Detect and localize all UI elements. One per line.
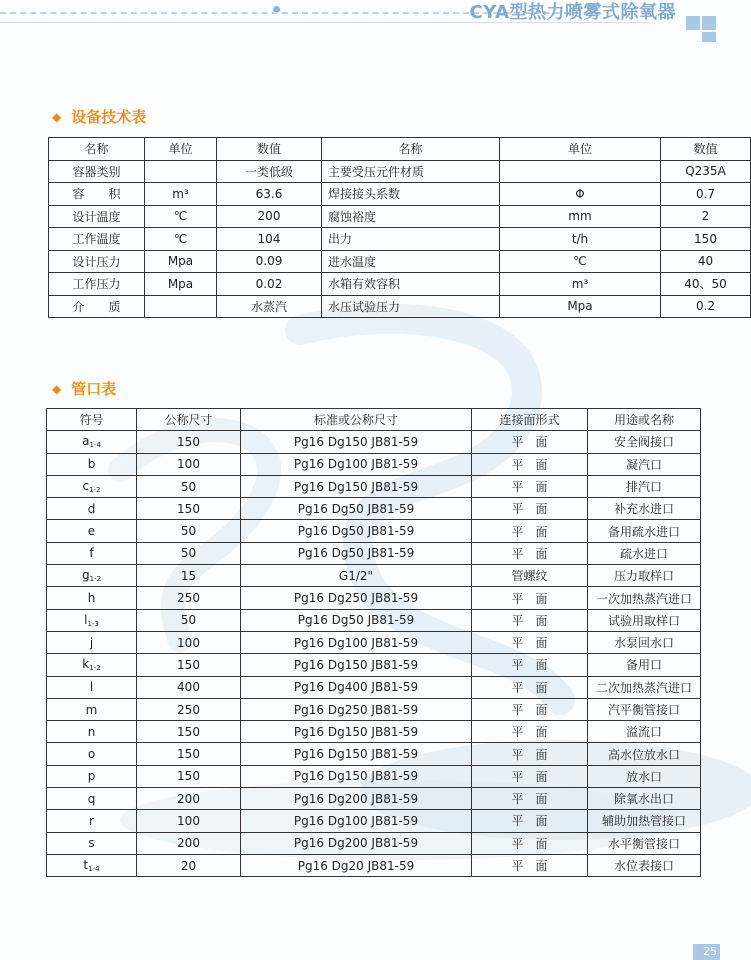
pipe-table-row	[47, 587, 701, 609]
pipe-symbol: h	[87, 591, 96, 606]
pipe-symbol: d	[87, 501, 96, 516]
document-title: CYA型热力喷雾式除氧器	[469, 2, 676, 23]
pipe-use-cell: 高水位放水口	[588, 743, 701, 765]
pipe-size-cell: 200	[137, 788, 241, 810]
pipe-symbol: n	[87, 724, 96, 739]
pipe-use-cell: 疏水进口	[588, 542, 701, 564]
pipe-table-row	[47, 810, 701, 832]
spec-table-row	[49, 250, 751, 273]
spec-table-cell: 150	[661, 228, 751, 251]
pipe-symbol-cell	[47, 721, 137, 743]
pipe-table-row	[47, 565, 701, 587]
pipe-std-cell: Pg16 Dg100 JB81-59	[241, 453, 472, 475]
pipe-size-cell: 100	[137, 810, 241, 832]
spec-table-cell: ℃	[145, 205, 217, 228]
pipe-section-title: 管口表	[71, 380, 117, 398]
pipe-use-cell: 二次加热蒸汽进口	[588, 676, 701, 698]
pipe-size-cell: 100	[137, 453, 241, 475]
pipe-face-cell: 平 面	[472, 743, 588, 765]
pipe-use-cell: 水位表接口	[588, 854, 701, 876]
spec-table-row	[49, 160, 751, 183]
pipe-use-cell: 水泵回水口	[588, 631, 701, 653]
pipe-table-row	[47, 698, 701, 720]
pipe-face-cell: 管螺纹	[472, 565, 588, 587]
pipe-std-cell: Pg16 Dg150 JB81-59	[241, 654, 472, 676]
pipe-symbol-cell	[47, 832, 137, 854]
pipe-std-cell: Pg16 Dg250 JB81-59	[241, 698, 472, 720]
spec-header-cell: 名称	[49, 138, 145, 161]
pipe-symbol-cell	[47, 498, 137, 520]
pipe-size-cell: 250	[137, 698, 241, 720]
spec-section-title: 设备技术表	[71, 108, 147, 126]
spec-table-row	[49, 205, 751, 228]
spec-table-cell	[145, 295, 217, 318]
pipe-symbol-cell	[47, 631, 137, 653]
pipe-symbol-subscript: 1-4	[89, 441, 101, 450]
spec-table-header-row	[49, 138, 751, 161]
pipe-table-row	[47, 609, 701, 631]
pipe-symbol-cell	[47, 565, 137, 587]
pipe-use-cell: 放水口	[588, 765, 701, 787]
pipe-face-cell: 平 面	[472, 431, 588, 453]
pipe-size-cell: 150	[137, 743, 241, 765]
pipe-symbol-cell	[47, 654, 137, 676]
pipe-size-cell: 150	[137, 498, 241, 520]
spec-table-cell: 200	[217, 205, 322, 228]
spec-table-cell: m³	[145, 183, 217, 206]
pipe-std-cell: Pg16 Dg400 JB81-59	[241, 676, 472, 698]
spec-table-cell: 腐蚀裕度	[322, 205, 500, 228]
pipe-symbol-cell	[47, 743, 137, 765]
pipe-symbol-cell	[47, 431, 137, 453]
pipe-symbol-cell	[47, 609, 137, 631]
pipe-face-cell: 平 面	[472, 631, 588, 653]
pipe-symbol-cell	[47, 475, 137, 497]
pipe-face-cell: 平 面	[472, 676, 588, 698]
pipe-table-row	[47, 765, 701, 787]
pipe-symbol-subscript: 1-2	[89, 664, 101, 673]
spec-header-cell: 名称	[322, 138, 500, 161]
pipe-use-cell: 水平衡管接口	[588, 832, 701, 854]
spec-table-cell	[500, 160, 661, 183]
pipe-table-row	[47, 475, 701, 497]
pipe-size-cell: 150	[137, 721, 241, 743]
diamond-bullet-icon: ◆	[52, 381, 62, 396]
pipe-symbol: p	[87, 769, 96, 784]
spec-table-cell: 工作温度	[49, 228, 145, 251]
pipe-use-cell: 备用疏水进口	[588, 520, 701, 542]
spec-table-cell: 0.7	[661, 183, 751, 206]
pipe-std-cell: Pg16 Dg100 JB81-59	[241, 810, 472, 832]
pipe-header-cell: 符号	[47, 409, 137, 431]
pipe-face-cell: 平 面	[472, 654, 588, 676]
pipe-symbol-cell	[47, 676, 137, 698]
pipe-table-row	[47, 832, 701, 854]
pipe-size-cell: 15	[137, 565, 241, 587]
pipe-header-cell: 公称尺寸	[137, 409, 241, 431]
pipe-symbol: l	[89, 680, 94, 695]
pipe-symbol-cell	[47, 765, 137, 787]
pipe-table-row	[47, 542, 701, 564]
pipe-face-cell: 平 面	[472, 788, 588, 810]
pipe-symbol-subscript: 1-4	[88, 865, 100, 874]
pipe-use-cell: 凝汽口	[588, 453, 701, 475]
pipe-size-cell: 100	[137, 631, 241, 653]
pipe-symbol: t	[83, 858, 89, 873]
pipe-header-cell: 用途或名称	[588, 409, 701, 431]
pipe-symbol-cell	[47, 788, 137, 810]
pipe-face-cell: 平 面	[472, 721, 588, 743]
spec-table-cell: 容器类别	[49, 160, 145, 183]
pipe-std-cell: Pg16 Dg100 JB81-59	[241, 631, 472, 653]
pipe-std-cell: Pg16 Dg150 JB81-59	[241, 721, 472, 743]
pipe-size-cell: 200	[137, 832, 241, 854]
pipe-face-cell: 平 面	[472, 698, 588, 720]
pipe-symbol-cell	[47, 810, 137, 832]
spec-header-cell: 单位	[145, 138, 217, 161]
pipe-use-cell: 汽平衡管接口	[588, 698, 701, 720]
pipe-face-cell: 平 面	[472, 498, 588, 520]
spec-table-cell: 0.09	[217, 250, 322, 273]
pipe-std-cell: Pg16 Dg200 JB81-59	[241, 788, 472, 810]
pipe-symbol: s	[88, 836, 95, 851]
spec-table-cell: ℃	[500, 250, 661, 273]
pipe-table	[46, 408, 701, 877]
spec-table-row	[49, 183, 751, 206]
spec-header-cell: 数值	[217, 138, 322, 161]
pipe-use-cell: 一次加热蒸汽进口	[588, 587, 701, 609]
spec-table-cell: t/h	[500, 228, 661, 251]
pipe-symbol: k	[82, 657, 90, 672]
pipe-size-cell: 150	[137, 765, 241, 787]
pipe-face-cell: 平 面	[472, 475, 588, 497]
pipe-size-cell: 50	[137, 520, 241, 542]
pipe-size-cell: 250	[137, 587, 241, 609]
pipe-table-row	[47, 453, 701, 475]
pipe-face-cell: 平 面	[472, 609, 588, 631]
pipe-symbol-subscript: 1-2	[89, 486, 101, 495]
pipe-std-cell: Pg16 Dg50 JB81-59	[241, 542, 472, 564]
pipe-symbol: r	[89, 813, 94, 828]
spec-table-cell: 一类低级	[217, 160, 322, 183]
pipe-size-cell: 50	[137, 542, 241, 564]
pipe-table-row	[47, 676, 701, 698]
pipe-symbol-cell	[47, 587, 137, 609]
pipe-header-cell: 连接面形式	[472, 409, 588, 431]
pipe-face-cell: 平 面	[472, 453, 588, 475]
spec-table-cell: 水箱有效容积	[322, 273, 500, 296]
pipe-symbol: c	[82, 479, 90, 494]
pipe-std-cell: Pg16 Dg150 JB81-59	[241, 765, 472, 787]
pipe-symbol: e	[87, 524, 96, 539]
pipe-size-cell: 150	[137, 654, 241, 676]
pipe-face-cell: 平 面	[472, 587, 588, 609]
pipe-section-heading	[52, 378, 116, 399]
pipe-use-cell: 除氧水出口	[588, 788, 701, 810]
pipe-face-cell: 平 面	[472, 765, 588, 787]
pipe-symbol: b	[87, 457, 96, 472]
spec-table-cell: 容 积	[49, 183, 145, 206]
pipe-std-cell: Pg16 Dg50 JB81-59	[241, 498, 472, 520]
pipe-use-cell: 辅助加热管接口	[588, 810, 701, 832]
pipe-std-cell: G1/2"	[241, 565, 472, 587]
page-number: 25	[693, 944, 720, 960]
pipe-symbol: m	[85, 702, 98, 717]
header-decoration-blocks	[660, 16, 720, 42]
pipe-use-cell: 试验用取样口	[588, 609, 701, 631]
spec-table-cell: 焊接接头系数	[322, 183, 500, 206]
spec-table-cell: Mpa	[145, 273, 217, 296]
spec-table-cell: 2	[661, 205, 751, 228]
pipe-use-cell: 备用口	[588, 654, 701, 676]
pipe-size-cell: 20	[137, 854, 241, 876]
pipe-std-cell: Pg16 Dg150 JB81-59	[241, 431, 472, 453]
pipe-symbol-subscript: 1-2	[89, 575, 102, 584]
spec-header-cell: 数值	[661, 138, 751, 161]
spec-section-heading	[52, 106, 146, 127]
pipe-face-cell: 平 面	[472, 520, 588, 542]
pipe-table-row	[47, 854, 701, 876]
spec-table-cell: 水压试验压力	[322, 295, 500, 318]
pipe-std-cell: Pg16 Dg50 JB81-59	[241, 520, 472, 542]
spec-header-cell: 单位	[500, 138, 661, 161]
pipe-symbol-cell	[47, 698, 137, 720]
spec-table-cell: 工作压力	[49, 273, 145, 296]
spec-table-cell: 104	[217, 228, 322, 251]
pipe-face-cell: 平 面	[472, 542, 588, 564]
spec-table-cell: Q235A	[661, 160, 751, 183]
pipe-table-row	[47, 498, 701, 520]
spec-table-cell: 水蒸汽	[217, 295, 322, 318]
spec-table-row	[49, 273, 751, 296]
pipe-face-cell: 平 面	[472, 810, 588, 832]
spec-table-cell: Mpa	[500, 295, 661, 318]
spec-table-cell: Φ	[500, 183, 661, 206]
spec-table-cell: 设计温度	[49, 205, 145, 228]
spec-table-cell: ℃	[145, 228, 217, 251]
pipe-symbol: a	[82, 434, 90, 449]
diamond-bullet-icon: ◆	[52, 109, 62, 124]
spec-table-cell: 出力	[322, 228, 500, 251]
pipe-symbol: j	[89, 635, 94, 650]
pipe-table-row	[47, 788, 701, 810]
pipe-table-header-row	[47, 409, 701, 431]
pipe-symbol: g	[81, 568, 90, 583]
pipe-size-cell: 50	[137, 609, 241, 631]
pipe-symbol: l	[84, 612, 88, 627]
pipe-use-cell: 溢流口	[588, 721, 701, 743]
pipe-std-cell: Pg16 Dg200 JB81-59	[241, 832, 472, 854]
pipe-table-row	[47, 654, 701, 676]
pipe-use-cell: 排汽口	[588, 475, 701, 497]
pipe-size-cell: 150	[137, 431, 241, 453]
pipe-table-row	[47, 520, 701, 542]
pipe-face-cell: 平 面	[472, 832, 588, 854]
spec-table	[48, 137, 751, 318]
spec-table-cell: 设计压力	[49, 250, 145, 273]
pipe-symbol: q	[87, 791, 96, 806]
pipe-use-cell: 安全阀接口	[588, 431, 701, 453]
pipe-header-cell: 标准或公称尺寸	[241, 409, 472, 431]
spec-table-cell: 40、50	[661, 273, 751, 296]
pipe-table-row	[47, 743, 701, 765]
pipe-use-cell: 压力取样口	[588, 565, 701, 587]
spec-table-cell: m³	[500, 273, 661, 296]
spec-table-cell: 主要受压元件材质	[322, 160, 500, 183]
spec-table-cell: 介 质	[49, 295, 145, 318]
pipe-size-cell: 50	[137, 475, 241, 497]
pipe-std-cell: Pg16 Dg250 JB81-59	[241, 587, 472, 609]
pipe-table-row	[47, 721, 701, 743]
spec-table-cell: 0.02	[217, 273, 322, 296]
spec-table-cell: 63.6	[217, 183, 322, 206]
pipe-std-cell: Pg16 Dg150 JB81-59	[241, 743, 472, 765]
spec-table-cell: 40	[661, 250, 751, 273]
pipe-std-cell: Pg16 Dg50 JB81-59	[241, 609, 472, 631]
spec-table-cell	[145, 160, 217, 183]
pipe-symbol-subscript: 1-3	[87, 619, 99, 628]
pipe-symbol: f	[89, 546, 94, 561]
pipe-use-cell: 补充水进口	[588, 498, 701, 520]
pipe-table-row	[47, 631, 701, 653]
pipe-std-cell: Pg16 Dg20 JB81-59	[241, 854, 472, 876]
pipe-face-cell: 平 面	[472, 854, 588, 876]
spec-table-cell: mm	[500, 205, 661, 228]
spec-table-cell: 0.2	[661, 295, 751, 318]
pipe-symbol-cell	[47, 520, 137, 542]
pipe-size-cell: 400	[137, 676, 241, 698]
pipe-std-cell: Pg16 Dg150 JB81-59	[241, 475, 472, 497]
pipe-symbol-cell	[47, 542, 137, 564]
spec-table-row	[49, 228, 751, 251]
pipe-symbol: o	[87, 747, 96, 762]
spec-table-cell: Mpa	[145, 250, 217, 273]
spec-table-cell: 进水温度	[322, 250, 500, 273]
pipe-table-row	[47, 431, 701, 453]
pipe-symbol-cell	[47, 453, 137, 475]
spec-table-row	[49, 295, 751, 318]
pipe-symbol-cell	[47, 854, 137, 876]
